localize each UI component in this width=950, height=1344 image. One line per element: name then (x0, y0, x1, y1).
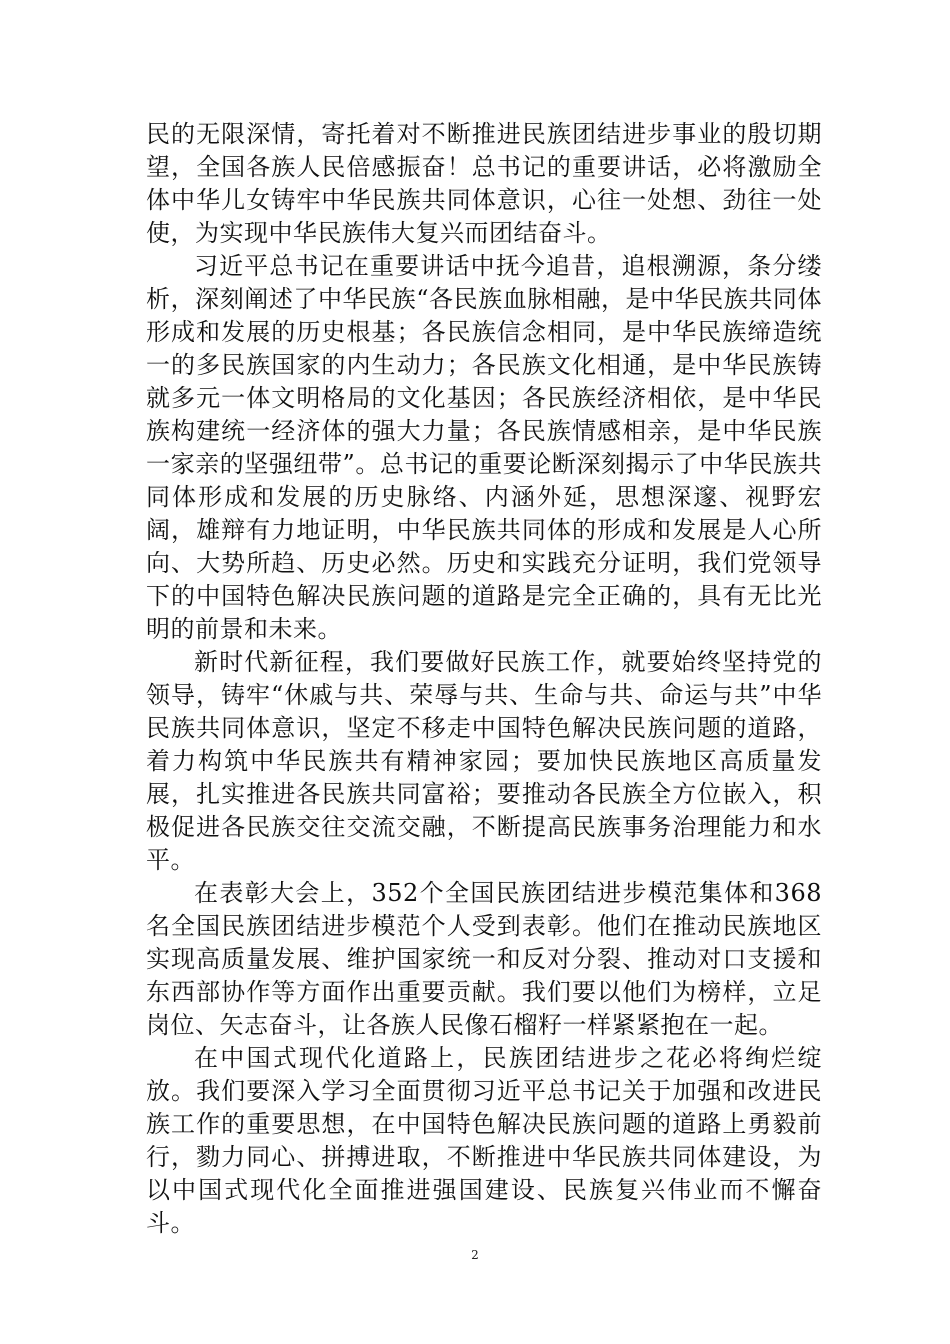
body-text (146, 118, 822, 1240)
paragraph-1: 民的无限深情，寄托着对不断推进民族团结进步事业的殷切期望，全国各族人民倍感振奋！总书记的重要讲话，必将激励全体中华儿女铸牢中华民族共同体意识，心往一处想、劲往一处使，为实现中华民族伟大复兴而团结奋斗。 (146, 120, 822, 247)
page-number: 2 (471, 1248, 479, 1262)
paragraph-5: 在中国式现代化道路上，民族团结进步之花必将绚烂绽放。我们要深入学习全面贯彻习近平总书记关于加强和改进民族工作的重要思想，在中国特色解决民族问题的道路上勇毅前行，勠力同心、拼搏进取，不断推进中华民族共同体建设，为以中国式现代化全面推进强国建设、民族复兴伟业而不懈奋斗。 (146, 1044, 822, 1237)
paragraph-2: 习近平总书记在重要讲话中抚今追昔，追根溯源，条分缕析，深刻阐述了中华民族“各民族血脉相融，是中华民族共同体形成和发展的历史根基；各民族信念相同，是中华民族缔造统一的多民族国家的内生动力；各民族文化相通，是中华民族铸就多元一体文明格局的文化基因；各民族经济相依，是中华民族构建统一经济体的强大力量；各民族情感相亲，是中华民族一家亲的坚强纽带”。总书记的重要论断深刻揭示了中华民族共同体形成和发展的历史脉络、内涵外延，思想深邃、视野宏阔，雄辩有力地证明，中华民族共同体的形成和发展是人心所向、大势所趋、历史必然。历史和实践充分证明，我们党领导下的中国特色解决民族问题的道路是完全正确的，具有无比光明的前景和未来。 (146, 252, 822, 643)
paragraph-4: 在表彰大会上，352个全国民族团结进步模范集体和368名全国民族团结进步模范个人受到表彰。他们在推动民族地区实现高质量发展、维护国家统一和反对分裂、推动对口支援和东西部协作等方面作出重要贡献。我们要以他们为榜样，立足岗位、矢志奋斗，让各族人民像石榴籽一样紧紧抱在一起。 (146, 879, 822, 1039)
paragraph-3: 新时代新征程，我们要做好民族工作，就要始终坚持党的领导，铸牢“休戚与共、荣辱与共、生命与共、命运与共”中华民族共同体意识，坚定不移走中国特色解决民族问题的道路，着力构筑中华民族共有精神家园；要加快民族地区高质量发展，扎实推进各民族共同富裕；要推动各民族全方位嵌入，积极促进各民族交往交流交融，不断提高民族事务治理能力和水平。 (146, 648, 822, 874)
